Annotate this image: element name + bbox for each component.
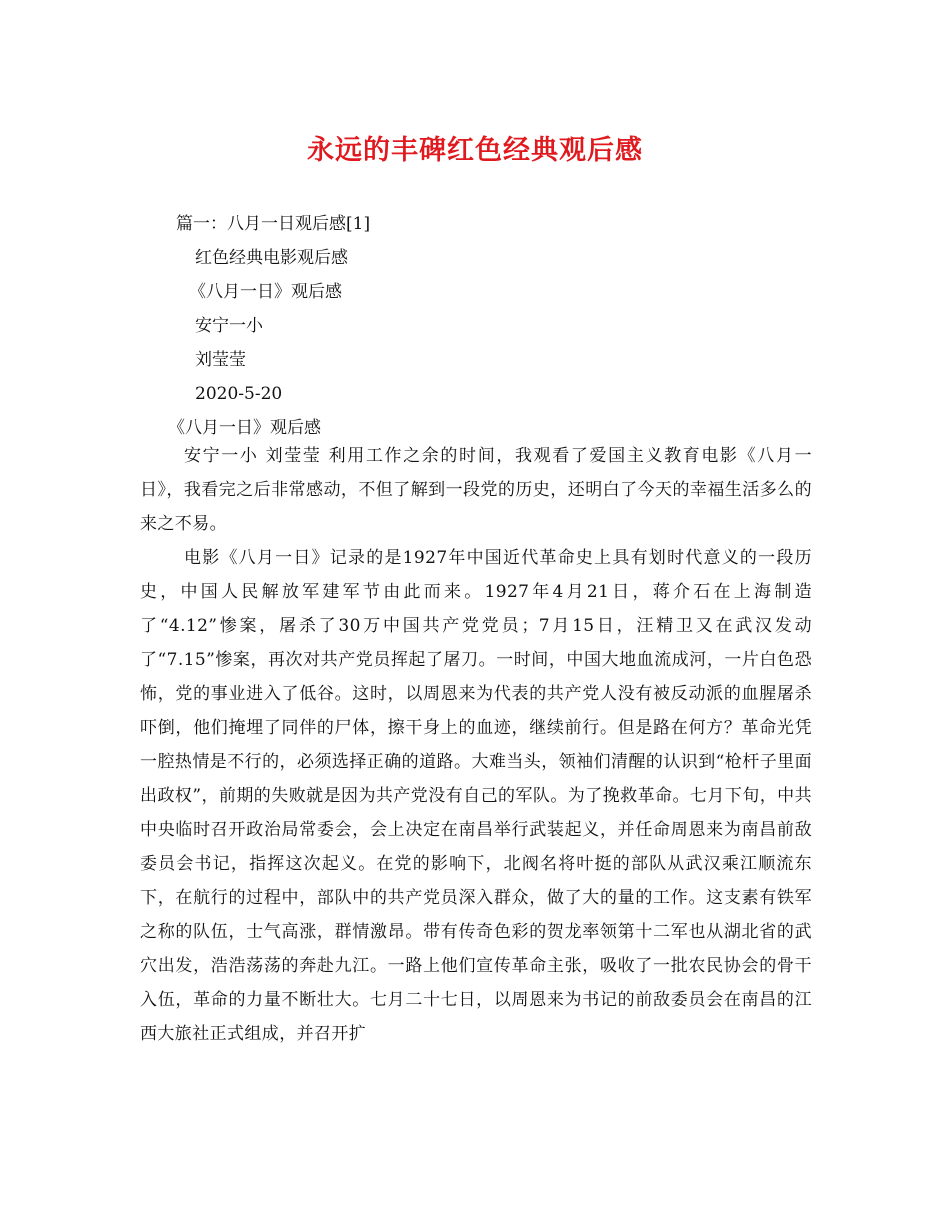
date-line: 2020-5-20	[195, 384, 283, 404]
paragraph: 电影《八月一日》记录的是1927年中国近代革命史上具有划时代意义的一段历史，中国人民解放军建军节由此而来。1927年4月21日，蒋介石在上海制造了“4.12”惨案，屠杀了30万中国共产党党员；7月15日，汪精卫又在武汉发动了“7.15”惨案，再次对共产党员挥起了屠刀。一时间，中国大地血流成河，一片白色恐怖，党的事业进入了低谷。这时，以周恩来为代表的共产党人没有被反动派的血腥屠杀吓倒，他们掩埋了同伴的尸体，擦干身上的血迹，继续前行。但是路在何方？革命光凭一腔热情是不行的，必须选择正确的道路。大难当头，领袖们清醒的认识到“枪杆子里面出政权”，前期的失败就是因为共产党没有自己的军队。为了挽救革命。七月下旬，中共中央临时召开政治局常委会，会上决定在南昌举行武装起义，并任命周恩来为南昌前敌委员会书记，指挥这次起义。在党的影响下，北阀名将叶挺的部队从武汉乘江顺流东下，在航行的过程中，部队中的共产党员深入群众，做了大的量的工作。这支素有铁军之称的队伍，士气高涨，群情激昂。带有传奇色彩的贺龙率领第十二军也从湖北省的武穴出发，浩浩荡荡的奔赴九江。一路上他们宣传革命主张，吸收了一批农民协会的骨干入伍，革命的力量不断壮大。七月二十七日，以周恩来为书记的前敌委员会在南昌的江西大旅社正式组成，并召开扩	[140, 548, 812, 1044]
author-line: 刘莹莹	[195, 350, 246, 370]
subtitle-line: 红色经典电影观后感	[195, 248, 348, 268]
header-lines	[0, 207, 950, 445]
school-line: 安宁一小	[195, 316, 263, 336]
paragraph: 安宁一小 刘莹莹 利用工作之余的时间，我观看了爱国主义教育电影《八月一日》，我看完之后非常感动，不但了解到一段党的历史，还明白了今天的幸福生活多么的来之不易。	[140, 446, 812, 534]
section-heading: 篇一：八月一日观后感[1]	[176, 214, 371, 234]
essay-title-line: 《八月一日》观后感	[168, 418, 321, 438]
film-title-line: 《八月一日》观后感	[189, 282, 342, 302]
body-text	[140, 439, 812, 1051]
document-title: 永远的丰碑红色经典观后感	[307, 135, 643, 166]
